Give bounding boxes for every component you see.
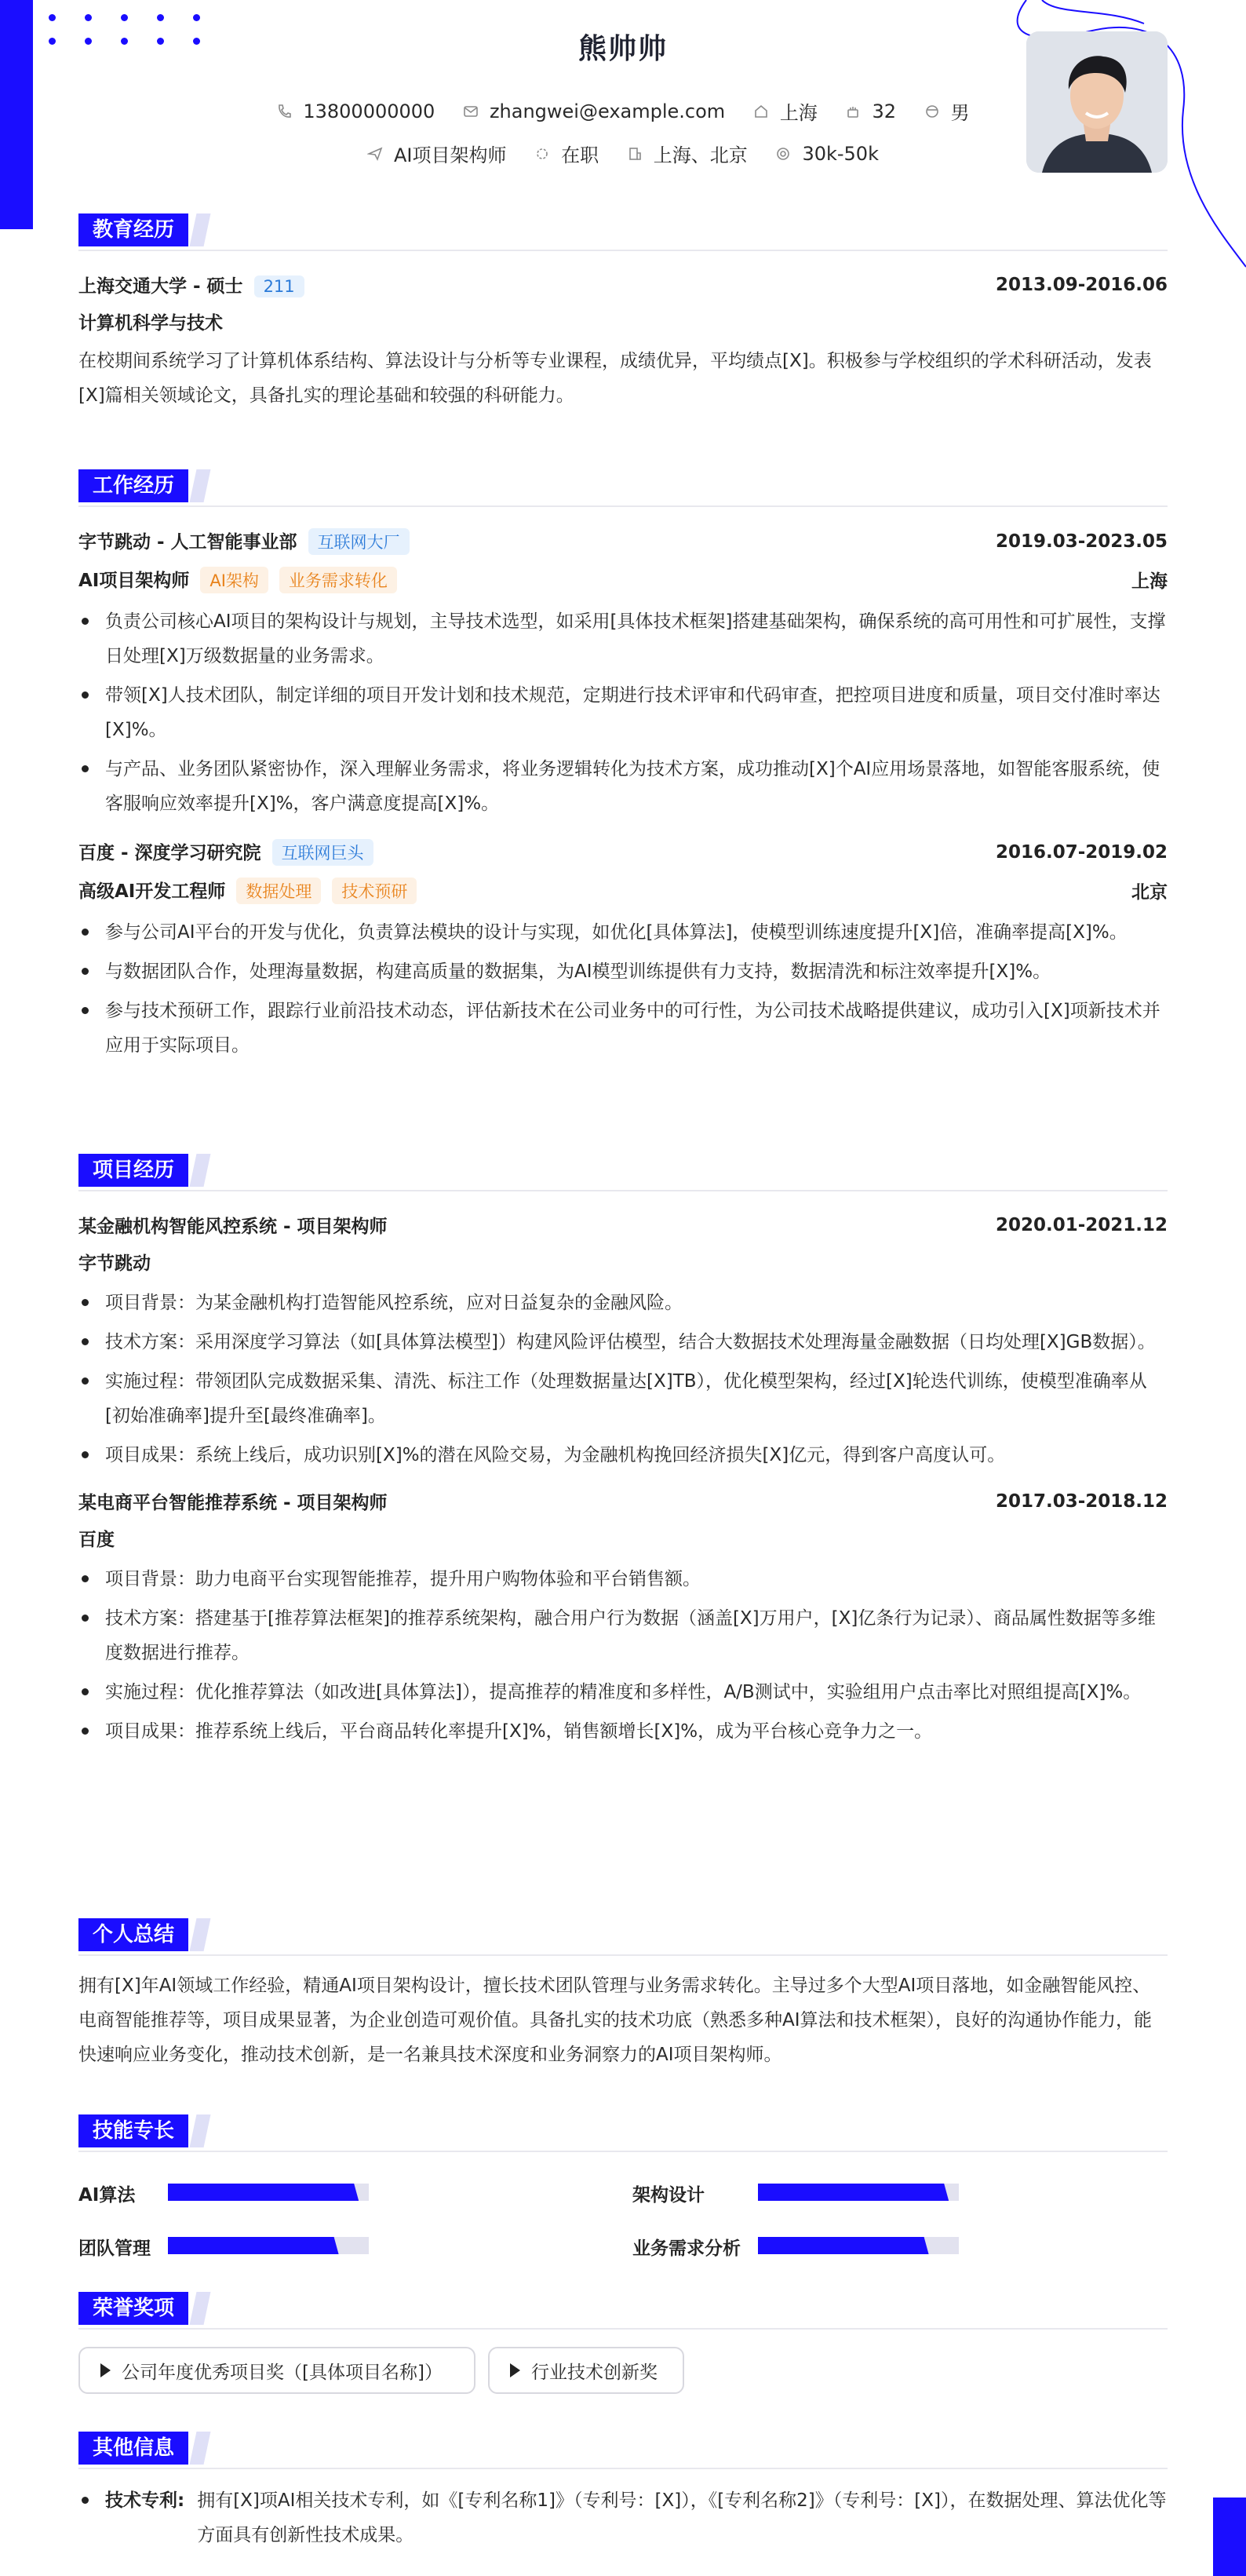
other-item [78,2483,1168,2552]
section-work [78,469,1168,1067]
intent-cities: 上海、北京 [627,140,748,167]
section-education [78,213,1168,413]
project-bullets [78,1286,1168,1472]
section-header [78,2114,1168,2152]
skill-bar [168,2184,369,2201]
school-tag: 211 [254,275,304,297]
work-bullets [78,604,1168,821]
gender-icon [924,104,940,119]
section-title-tail [190,469,211,502]
list-item: 技术方案：搭建基于[推荐算法框架]的推荐系统架构，融合用户行为数据（涵盖[X]万用户，[X]亿条行为记录）、商品属性数据等多维度数据进行推荐。 [78,1601,1168,1670]
education-desc: 在校期间系统学习了计算机体系结构、算法设计与分析等专业课程，成绩优异，平均绩点[X]。积极参与学校组织的学术科研活动，发表[X]篇相关领域论文，具备扎实的理论基础和较强的科研能力。 [78,351,1152,406]
section-header [78,2292,1168,2330]
contact-age: 32 [845,100,896,122]
home-icon [753,104,769,119]
section-summary [78,1918,1168,2072]
contact-gender: 男 [924,97,970,125]
list-item: 与产品、业务团队紧密协作，深入理解业务需求，将业务逻辑转化为技术方案，成功推动[X]个AI应用场景落地，如智能客服系统，使客服响应效率提升[X]%，客户满意度提高[X]%。 [78,752,1168,821]
award-card [488,2347,684,2394]
section-title: 教育经历 [78,213,188,246]
send-icon [367,146,383,162]
role-tag: 技术预研 [332,878,417,904]
project-item [78,1488,1168,1749]
avatar [1026,31,1168,173]
section-title: 其他信息 [78,2432,188,2465]
section-title: 工作经历 [78,469,188,502]
bullet-dot [82,2497,89,2504]
project-title-row [78,1212,1168,1238]
work-city: 北京 [1131,882,1168,903]
list-item: 负责公司核心AI项目的架构设计与规划，主导技术选型，如采用[具体技术框架]搭建基础架构，确保系统的高可用性和可扩展性，支撑日处理[X]万级数据量的业务需求。 [78,604,1168,673]
skill-name: AI算法 [78,2185,136,2206]
contact-phone: 13800000000 [276,100,435,122]
role-tag: 数据处理 [236,878,321,904]
work-role-row [78,877,1168,904]
section-header [78,469,1168,507]
list-item: 带领[X]人技术团队，制定详细的项目开发计划和技术规范，定期进行技术评审和代码审查，把控项目进度和质量，项目交付准时率达[X]%。 [78,678,1168,747]
company-name: 百度 - 深度学习研究院 [78,843,261,863]
list-item: 参与技术预研工作，跟踪行业前沿技术动态，评估新技术在公司业务中的可行性，为公司技术战略提供建议，成功引入[X]项新技术并应用于实际项目。 [78,994,1168,1063]
company-tag: 互联网巨头 [272,839,373,866]
section-skills [78,2114,1168,2271]
list-item: 项目成果：系统上线后，成功识别[X]%的潜在风险交易，为金融机构挽回经济损失[X]亿元，得到客户高度认可。 [78,1438,1168,1472]
section-title: 技能专长 [78,2114,188,2147]
section-awards [78,2292,1168,2394]
project-date: 2017.03-2018.12 [995,1491,1168,1512]
section-title-tail [190,1918,211,1951]
triangle-icon [100,2363,111,2377]
work-date: 2016.07-2019.02 [995,841,1168,863]
phone-icon [276,104,292,119]
work-company-row [78,527,1168,555]
skill-bar-fill [168,2184,359,2201]
project-org: 字节跳动 [78,1253,151,1274]
status-icon [534,146,550,162]
skill-bar [758,2184,959,2201]
work-role-row [78,566,1168,593]
list-item: 技术方案：采用深度学习算法（如[具体算法模型]）构建风险评估模型，结合大数据技术处理海量金融数据（日均处理[X]GB数据）。 [78,1325,1168,1359]
list-item: 实施过程：带领团队完成数据采集、清洗、标注工作（处理数据量达[X]TB），优化模型架构，经过[X]轮迭代训练，使模型准确率从[初始准确率]提升至[最终准确率]。 [78,1364,1168,1433]
work-date: 2019.03-2023.05 [995,531,1168,552]
project-org-row [78,1249,1168,1275]
section-other [78,2432,1168,2552]
section-title-tail [190,2432,211,2465]
section-header [78,2432,1168,2469]
building-icon [627,146,643,162]
section-title: 项目经历 [78,1154,188,1187]
project-date: 2020.01-2021.12 [995,1214,1168,1235]
major: 计算机科学与技术 [78,313,223,334]
work-item [78,838,1168,1063]
role-name: AI项目架构师 [78,571,190,591]
work-city: 上海 [1131,571,1168,592]
project-title-row [78,1488,1168,1514]
company-name: 字节跳动 - 人工智能事业部 [78,532,297,553]
section-title: 荣誉奖项 [78,2292,188,2325]
project-bullets [78,1562,1168,1749]
company-tag: 互联网大厂 [308,528,410,555]
project-org: 百度 [78,1530,115,1550]
section-title: 个人总结 [78,1918,188,1951]
skill-name: 业务需求分析 [632,2238,741,2259]
summary-text: 拥有[X]年AI领域工作经验，精通AI项目架构设计，擅长技术团队管理与业务需求转化。主导过多个大型AI项目落地，如金融智能风控、电商智能推荐等，项目成果显著，为企业创造可观价值。具备扎实的技术功底（熟悉多种AI算法和技术框架），良好的沟通协作能力，能快速响应业务变化，推动技术创新，是一名兼具技术深度和业务洞察力的AI项目架构师。 [78,1976,1153,2065]
list-item: 项目背景：助力电商平台实现智能推荐，提升用户购物体验和平台销售额。 [78,1562,1168,1596]
list-item: 项目成果：推荐系统上线后，平台商品转化率提升[X]%，销售额增长[X]%，成为平台核心竞争力之一。 [78,1714,1168,1749]
role-tag: AI架构 [200,567,268,593]
education-row [78,272,1168,297]
intent-position: AI项目架构师 [367,140,507,167]
project-title: 某电商平台智能推荐系统 - 项目架构师 [78,1493,388,1513]
other-text: 拥有[X]项AI相关技术专利，如《[专利名称1]》（专利号：[X]），《[专利名称2]》（专利号：[X]），在数据处理、算法优化等方面具有创新性技术成果。 [197,2490,1167,2545]
project-item [78,1212,1168,1472]
work-bullets [78,915,1168,1063]
award-label: 公司年度优秀项目奖（[具体项目名称]） [122,2362,443,2383]
project-title: 某金融机构智能风控系统 - 项目架构师 [78,1217,388,1237]
intent-status: 在职 [534,140,599,167]
role-tag: 业务需求转化 [279,567,397,593]
skill-name: 架构设计 [632,2185,705,2206]
other-label: 技术专利: [105,2490,185,2511]
skill-bar-fill [758,2184,949,2201]
skill-name: 团队管理 [78,2238,151,2259]
skill-bar-fill [758,2237,929,2254]
work-company-row [78,838,1168,866]
list-item: 与数据团队合作，处理海量数据，构建高质量的数据集，为AI模型训练提供有力支持，数据清洗和标注效率提升[X]%。 [78,954,1168,989]
work-item [78,527,1168,821]
contact-location: 上海 [753,97,818,125]
triangle-icon [510,2363,520,2377]
list-item: 参与公司AI平台的开发与优化，负责算法模块的设计与实现，如优化[具体算法]，使模型训练速度提升[X]倍，准确率提高[X]%。 [78,915,1168,950]
education-date: 2013.09-2016.06 [995,274,1168,295]
role-name: 高级AI开发工程师 [78,881,226,902]
list-item: 实施过程：优化推荐算法（如改进[具体算法]），提高推荐的精准度和多样性，A/B测试中，实验组用户点击率比对照组提高[X]%。 [78,1675,1168,1709]
section-header [78,1918,1168,1956]
section-header [78,1154,1168,1191]
intent-salary: 30k-50k [775,143,879,165]
mail-icon [463,104,479,119]
section-title-tail [190,1154,211,1187]
award-card [78,2347,475,2394]
skill-bar [168,2237,369,2254]
major-row [78,308,1168,334]
school-name: 上海交通大学 - 硕士 [78,276,243,297]
skill-bar-fill [168,2237,339,2254]
list-item: 项目背景：为某金融机构打造智能风控系统，应对日益复杂的金融风险。 [78,1286,1168,1320]
project-org-row [78,1525,1168,1551]
award-label: 行业技术创新奖 [531,2362,658,2383]
section-title-tail [190,2114,211,2147]
salary-icon [775,146,791,162]
section-title-tail [190,2292,211,2325]
skill-bar [758,2237,959,2254]
section-projects [78,1154,1168,1753]
age-icon [845,104,861,119]
decor-bottom-right-bar [1213,2498,1246,2576]
section-header [78,213,1168,251]
resume-name: 熊帅帅 [577,33,668,65]
contact-email: zhangwei@example.com [463,100,725,122]
section-title-tail [190,213,211,246]
